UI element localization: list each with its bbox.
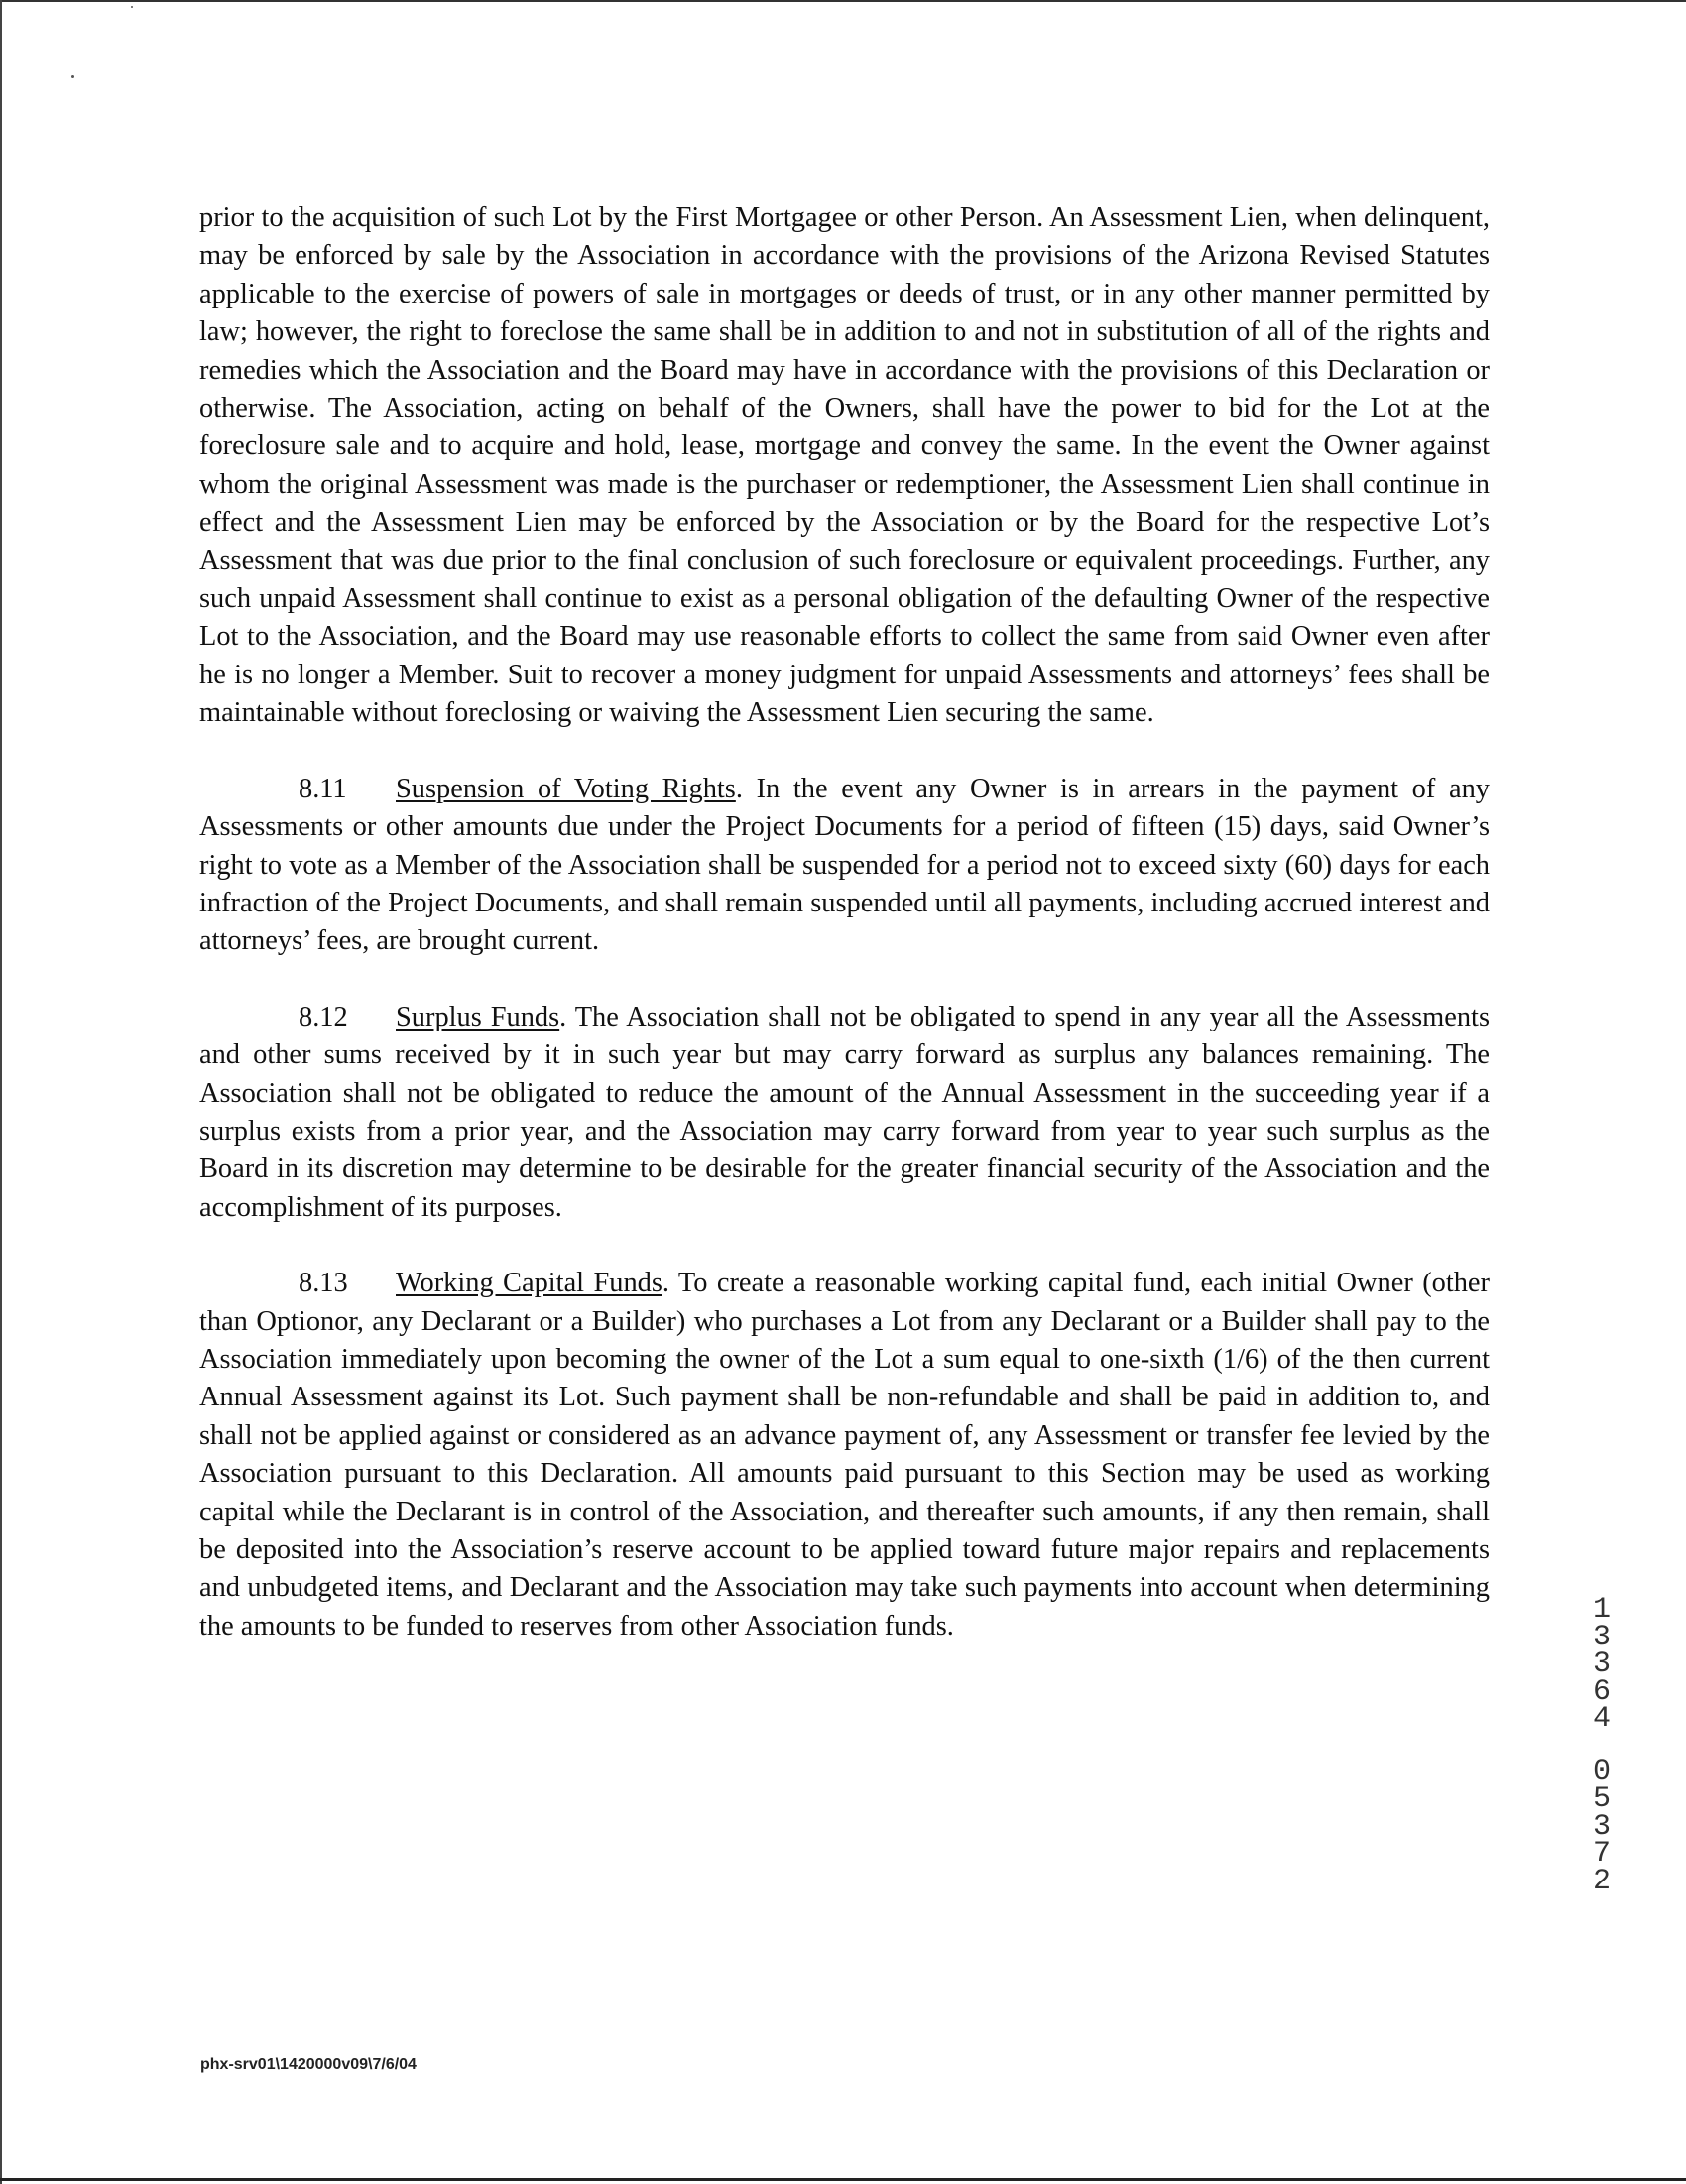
document-body (199, 199, 1490, 1645)
scan-left-edge (0, 0, 2, 2184)
scan-speck (131, 6, 133, 8)
section-body: . To create a reasonable working capital fund, each initial Owner (other than Optionor, any Declarant or a Builder) who purchases a Lot from any Declarant or a Builder shall pay to the Association immediately upon becoming the owner of the Lot a sum equal to one-sixth (1/6) of the then current Annual Assessment against its Lot. Such payment shall be non-refundable and shall be paid in addition to, and shall not be applied against or considered as an advance payment of, any Assessment or transfer fee levied by the Association pursuant to this Declaration. All amounts paid pursuant to this Section may be used as working capital while the Declarant is in control of the Association, and thereafter such amounts, if any then remain, shall be deposited into the Association’s reserve account to be applied toward future major repairs and replacements and unbudgeted items, and Declarant and the Association may take such payments into account when determining the amounts to be funded to reserves from other Association funds. (199, 1268, 1490, 1641)
section-title: Suspension of Voting Rights (396, 773, 736, 804)
section-number: 8.11 (299, 773, 347, 804)
recording-stamp (1587, 1593, 1617, 1898)
section-body: . In the event any Owner is in arrears in the payment of any Assessments or other amounts due under the Project Documents for a period of fifteen (15) days, said Owner’s right to vote as a Member of the Association shall be suspended for a period not to exceed sixty (60) days for each infraction of the Project Documents, and shall remain suspended until all payments, including accrued interest and attorneys’ fees, are brought current. (199, 773, 1490, 957)
stamp-digit: 3 (1592, 1809, 1611, 1844)
footer-document-code: phx-srv01\1420000v09\7/6/04 (200, 2056, 417, 2073)
scan-top-edge (0, 0, 1686, 2)
stamp-digit: 2 (1592, 1864, 1611, 1898)
section-title: Working Capital Funds (396, 1268, 662, 1299)
section-8-11 (199, 771, 1490, 961)
section-body: . The Association shall not be obligated to spend in any year all the Assessments and other sums received by it in such year but may carry forward as surplus any balances remaining. The Association shall not be obligated to reduce the amount of the Annual Assessment in the succeeding year if a surplus exists from a prior year, and the Association may carry forward from year to year such surplus as the Board in its discretion may determine to be desirable for the greater financial security of the Association and the accomplishment of its purposes. (199, 1001, 1490, 1223)
stamp-digit: 1 (1592, 1593, 1611, 1627)
continuation-paragraph: prior to the acquisition of such Lot by the First Mortgagee or other Person. An Assessment Lien, when delinquent, may be enforced by sale by the Association in accordance with the provisions of the Arizona Revised Statutes applicable to the exercise of powers of sale in mortgages or deeds of trust, or in any other manner permitted by law; however, the right to foreclose the same shall be in addition to and not in substitution of all of the rights and remedies which the Association and the Board may have in accordance with the provisions of this Declaration or otherwise. The Association, acting on behalf of the Owners, shall have the power to bid for the Lot at the foreclosure sale and to acquire and hold, lease, mortgage and convey the same. In the event the Owner against whom the original Assessment was made is the purchaser or redemptioner, the Assessment Lien shall continue in effect and the Assessment Lien may be enforced by the Association or by the Board for the respective Lot’s Assessment that was due prior to the final conclusion of such foreclosure or equivalent proceedings. Further, any such unpaid Assessment shall continue to exist as a personal obligation of the defaulting Owner of the respective Lot to the Association, and the Board may use reasonable efforts to collect the same from said Owner even after he is no longer a Member. Suit to recover a money judgment for unpaid Assessments and attorneys’ fees shall be maintainable without foreclosing or waiving the Assessment Lien securing the same. (199, 202, 1490, 729)
section-number: 8.13 (299, 1268, 348, 1299)
stamp-digit: 6 (1592, 1674, 1611, 1709)
section-title: Surplus Funds (396, 1001, 560, 1032)
section-8-13 (199, 1265, 1490, 1645)
stamp-digit: 3 (1592, 1620, 1611, 1654)
stamp-digit: 7 (1592, 1837, 1611, 1871)
stamp-digit: 0 (1592, 1755, 1611, 1789)
stamp-digit: 3 (1592, 1647, 1611, 1681)
section-number: 8.12 (299, 1001, 348, 1032)
section-8-12 (199, 999, 1490, 1227)
stamp-digit: 4 (1592, 1702, 1611, 1736)
stamp-digit: 5 (1592, 1782, 1611, 1816)
scan-bottom-edge (0, 2178, 1686, 2181)
scan-speck (71, 75, 74, 78)
